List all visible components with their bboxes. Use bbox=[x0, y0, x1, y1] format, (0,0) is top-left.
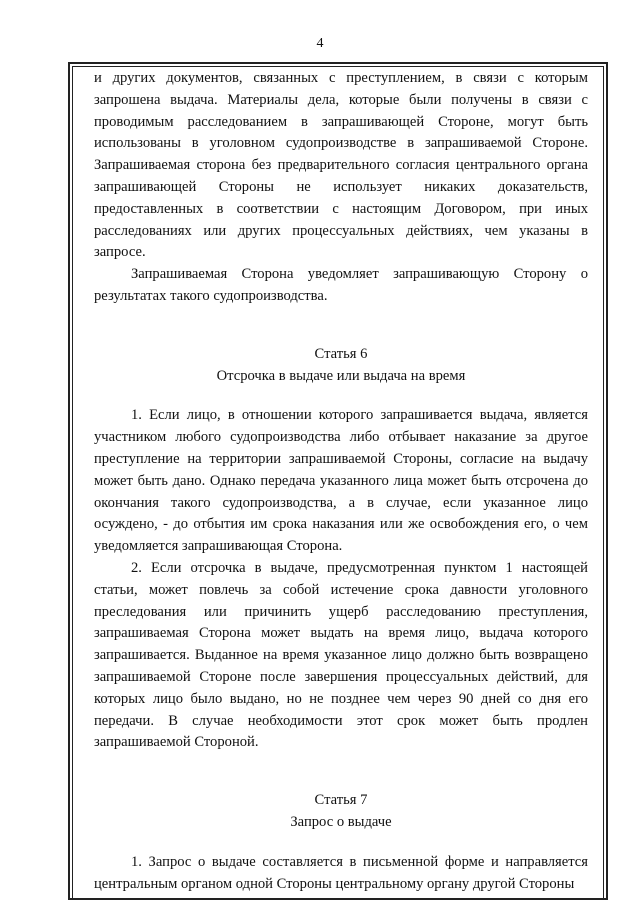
article-6-subtitle: Отсрочка в выдаче или выдача на время bbox=[216, 367, 466, 384]
article-7-subtitle: Запрос о выдаче bbox=[290, 813, 392, 830]
spacer bbox=[94, 834, 588, 852]
spacer bbox=[94, 387, 588, 405]
spacer bbox=[94, 308, 588, 344]
document-body bbox=[94, 68, 588, 895]
article-6-paragraph-1: 1. Если лицо, в отношении которого запрашивается выдача, является участником любого судопроизводства либо отбывает наказание за другое преступление на территории запрашиваемой Стороны, согласие на выдачу может быть дано. Однако передача указанного лица может быть отсрочена до окончания такого судопроизводства, а в случае, если указанное лицо осуждено, - до отбытия им срока наказания или же освобождения его, о чем уведомляется запрашивающая Сторона. bbox=[94, 407, 588, 555]
article-7-title: Статья 7 bbox=[314, 792, 368, 809]
article-7-paragraph-1: 1. Запрос о выдаче составляется в письменной форме и направляется центральным органом одной Стороны центральному органу другой Стороны bbox=[94, 853, 588, 892]
spacer bbox=[94, 754, 588, 790]
article-6-title: Статья 6 bbox=[314, 345, 368, 362]
paragraph-continuation: и других документов, связанных с преступлением, в связи с которым запрошена выдача. Материалы дела, которые были получены в связи с проводимым расследованием в запрашивающей Стороне, могут быть использованы в уголовном судопроизводстве в запрашиваемой Стороне. Запрашиваемая сторона без предварительного согласия центрального органа запрашивающей Стороны не использует никаких доказательств, предоставленных в соответствии с настоящим Договором, при иных расследованиях или других процессуальных действиях, чем указаны в запросе. bbox=[94, 70, 588, 261]
page-number: 4 bbox=[316, 36, 324, 51]
article-6-paragraph-2: 2. Если отсрочка в выдаче, предусмотренная пунктом 1 настоящей статьи, может повлечь за собой истечение срока давности уголовного преследования или причинить ущерб расследованию преступления, запрашиваемая Сторона может выдать на время лицо, выдача которого запрашивается. Выданное на время указанное лицо должно быть возвращено запрашиваемой Стороне после завершения процессуальных действий, для которых лицо было выдано, но не позднее чем через 90 дней со дня его передачи. В случае необходимости этот срок может быть продлен запрашиваемой Стороной. bbox=[94, 559, 588, 751]
paragraph-notification: Запрашиваемая Сторона уведомляет запрашивающую Сторону о результатах такого судопроизводства. bbox=[94, 266, 588, 304]
